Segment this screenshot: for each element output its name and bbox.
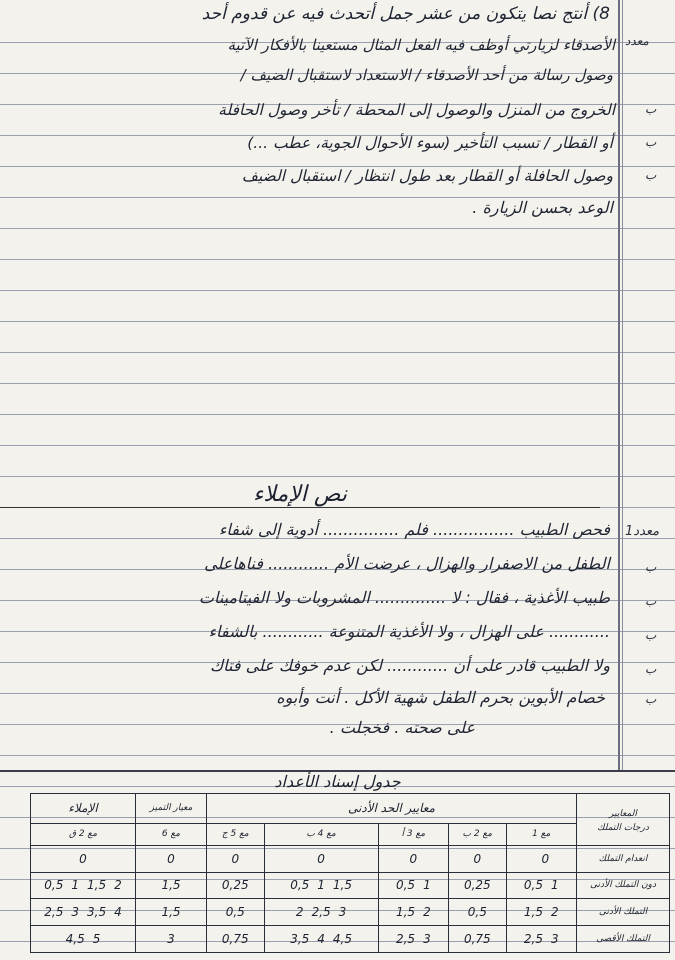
score-value: 1,5 bbox=[395, 905, 416, 920]
score-value: 0 bbox=[409, 851, 418, 866]
score-value: 0,25 bbox=[463, 878, 491, 893]
score-value: 1,5 bbox=[523, 905, 544, 920]
score-value: 2,5 bbox=[523, 932, 544, 947]
table-row bbox=[31, 845, 670, 872]
score-value: 0,75 bbox=[463, 932, 491, 947]
score-cell-c7 bbox=[31, 872, 136, 899]
criterion-3-header: مع 3 أ bbox=[378, 823, 448, 845]
grading-table bbox=[30, 793, 670, 953]
writing-mark-3: ب bbox=[645, 168, 657, 182]
dictation-line-3: طبيب الأغذية ، فقال : لا .............. المشروبات ولا الفيتامينات bbox=[198, 588, 610, 607]
score-value: 1,5 bbox=[332, 878, 353, 893]
writing-line-5: أو القطار / تسبب التأخير (سوء الأحوال الجوية، عطب ...) bbox=[247, 134, 613, 152]
level-cell: التملك الأدنى bbox=[577, 899, 670, 926]
score-value: 2,5 bbox=[311, 905, 331, 920]
score-value: 0,5 bbox=[225, 905, 245, 920]
score-value: 3 bbox=[167, 932, 175, 947]
score-value: 2 bbox=[295, 905, 304, 920]
score-value: 1 bbox=[71, 878, 79, 893]
score-value: 1,5 bbox=[87, 878, 107, 893]
score-value: 2 bbox=[551, 905, 559, 920]
score-cell-c4 bbox=[264, 926, 378, 953]
score-cell-c5 bbox=[207, 899, 265, 926]
table-row bbox=[31, 926, 670, 953]
writing-line-3: وصول رسالة من أحد الأصدقاء / الاستعداد لاستقبال الضيف / bbox=[240, 66, 613, 84]
score-value: 0,25 bbox=[221, 878, 249, 893]
score-cell-c7 bbox=[31, 899, 136, 926]
score-cell-c2 bbox=[449, 899, 507, 926]
score-cell-c2 bbox=[449, 926, 507, 953]
score-value: 1 bbox=[423, 878, 431, 893]
main-criteria-header: معايير الحد الأدنى bbox=[207, 794, 577, 824]
score-cell-c2 bbox=[449, 845, 507, 872]
dictation-mark-4: ب bbox=[645, 662, 657, 676]
score-value: 0 bbox=[317, 851, 325, 866]
score-cell-c7 bbox=[31, 926, 136, 953]
table-row bbox=[31, 872, 670, 899]
score-cell-c7 bbox=[31, 845, 136, 872]
dictation-mark-5: ب bbox=[645, 692, 657, 706]
score-value: 1 bbox=[551, 878, 559, 893]
writing-mark-1: ب bbox=[645, 102, 657, 116]
criterion-1-header: مع 1 bbox=[506, 823, 576, 845]
table-row bbox=[31, 899, 670, 926]
level-cell: انعدام التملك bbox=[577, 845, 670, 872]
score-cell-c5 bbox=[207, 926, 265, 953]
score-cell-c3 bbox=[378, 872, 448, 899]
score-cell-c5 bbox=[207, 872, 265, 899]
writing-line-6: وصول الحافلة أو القطار بعد طول انتظار / استقبال الضيف bbox=[241, 167, 613, 185]
score-value: 0,5 bbox=[395, 878, 416, 893]
writing-line-2: الأصدقاء لزيارتي أوظف فيه الفعل المثال مستعينا بالأفكار الآتية bbox=[227, 36, 615, 54]
criterion-7-header: مع 2 ق bbox=[31, 823, 136, 845]
criteria-header-cell bbox=[577, 794, 670, 846]
score-cell-c4 bbox=[264, 872, 378, 899]
dictation-marks-label: معدد1 bbox=[625, 524, 660, 539]
dictation-line-4: ............ على الهزال ، ولا الأغذية المتنوعة ............ بالشفاء bbox=[208, 622, 610, 641]
dictation-criteria-header: الإملاء bbox=[31, 794, 136, 824]
dictation-line-2: الطفل من الاصفرار والهزال ، عرضت الأم ............ فناهاعلى bbox=[204, 554, 610, 573]
score-value: 0,5 bbox=[467, 905, 487, 920]
dictation-line-1: فحص الطبيب ................ فلم ............... أدوية إلى شفاء bbox=[218, 520, 610, 539]
writing-line-1: 8) أنتج نصا يتكون من عشر جمل أتحدث فيه عن قدوم أحد bbox=[201, 4, 610, 24]
score-cell-c3 bbox=[378, 926, 448, 953]
criterion-5-header: مع 5 ج bbox=[207, 823, 265, 845]
dictation-mark-2: ب bbox=[645, 594, 657, 608]
score-cell-c3 bbox=[378, 845, 448, 872]
score-value: 2 bbox=[423, 905, 431, 920]
writing-line-4: الخروج من المنزل والوصول إلى المحطة / تأخر وصول الحافلة bbox=[218, 101, 615, 119]
score-value: 0,5 bbox=[44, 878, 64, 893]
score-cell-c2 bbox=[449, 872, 507, 899]
score-value: 5 bbox=[92, 932, 101, 947]
score-value: 0,75 bbox=[221, 932, 249, 947]
margin-line-secondary bbox=[622, 0, 623, 770]
level-label: درجات التملك bbox=[597, 823, 649, 834]
extra-criteria-header: معيار التميز bbox=[136, 794, 207, 824]
writing-line-7: الوعد بحسن الزيارة . bbox=[472, 198, 613, 217]
margin-line bbox=[618, 0, 620, 770]
score-value: 3,5 bbox=[87, 905, 107, 920]
score-cell-c6 bbox=[136, 926, 207, 953]
score-cell-c6 bbox=[136, 845, 207, 872]
score-value: 4,5 bbox=[332, 932, 353, 947]
table-header-row-2 bbox=[31, 823, 670, 845]
score-value: 1 bbox=[317, 878, 325, 893]
score-value: 3 bbox=[551, 932, 559, 947]
score-value: 4 bbox=[317, 932, 325, 947]
score-value: 2 bbox=[114, 878, 122, 893]
score-value: 0,5 bbox=[523, 878, 544, 893]
score-value: 0 bbox=[167, 851, 175, 866]
dictation-mark-3: ب bbox=[645, 628, 657, 642]
score-value: 1,5 bbox=[161, 905, 181, 920]
criterion-6-header: مع 6 bbox=[136, 823, 207, 845]
level-cell: التملك الأقصى bbox=[577, 926, 670, 953]
score-value: 0 bbox=[231, 851, 240, 866]
score-value: 3 bbox=[71, 905, 79, 920]
score-value: 3,5 bbox=[290, 932, 310, 947]
table-header-row-1 bbox=[31, 794, 670, 824]
dictation-line-6: خصام الأبوين بحرم الطفل شهية الأكل . أنت وأبوه bbox=[276, 688, 605, 707]
score-cell-c1 bbox=[506, 872, 576, 899]
level-cell: دون التملك الأدنى bbox=[577, 872, 670, 899]
writing-mark-2: ب bbox=[645, 135, 657, 149]
grading-table-title: جدول إسناد الأعداد bbox=[274, 772, 401, 791]
score-value: 3 bbox=[338, 905, 347, 920]
criterion-4-header: مع 4 ب bbox=[264, 823, 378, 845]
dictation-line-7: على صحته . فخجلت . bbox=[329, 718, 475, 737]
score-value: 0 bbox=[79, 851, 87, 866]
score-cell-c6 bbox=[136, 899, 207, 926]
score-value: 0,5 bbox=[290, 878, 310, 893]
score-value: 4 bbox=[114, 905, 122, 920]
score-cell-c4 bbox=[264, 899, 378, 926]
score-value: 2,5 bbox=[44, 905, 64, 920]
score-value: 3 bbox=[423, 932, 431, 947]
score-value: 4,5 bbox=[65, 932, 85, 947]
score-cell-c4 bbox=[264, 845, 378, 872]
criterion-2-header: مع 2 ب bbox=[449, 823, 507, 845]
dictation-line-5: ولا الطبيب قادر على أن ............ لكن عدم خوفك على فتاك bbox=[209, 656, 610, 675]
dictation-mark-1: ب bbox=[645, 560, 657, 574]
score-cell-c1 bbox=[506, 845, 576, 872]
score-cell-c1 bbox=[506, 899, 576, 926]
score-cell-c5 bbox=[207, 845, 265, 872]
score-cell-c6 bbox=[136, 872, 207, 899]
score-value: 0 bbox=[473, 851, 482, 866]
dictation-title: نص الإملاء bbox=[0, 482, 600, 508]
score-value: 1,5 bbox=[161, 878, 181, 893]
score-value: 0 bbox=[541, 851, 550, 866]
writing-marks-label: معدد bbox=[625, 34, 649, 48]
score-cell-c3 bbox=[378, 899, 448, 926]
score-cell-c1 bbox=[506, 926, 576, 953]
criteria-label: المعايير bbox=[609, 809, 637, 820]
score-value: 2,5 bbox=[395, 932, 416, 947]
